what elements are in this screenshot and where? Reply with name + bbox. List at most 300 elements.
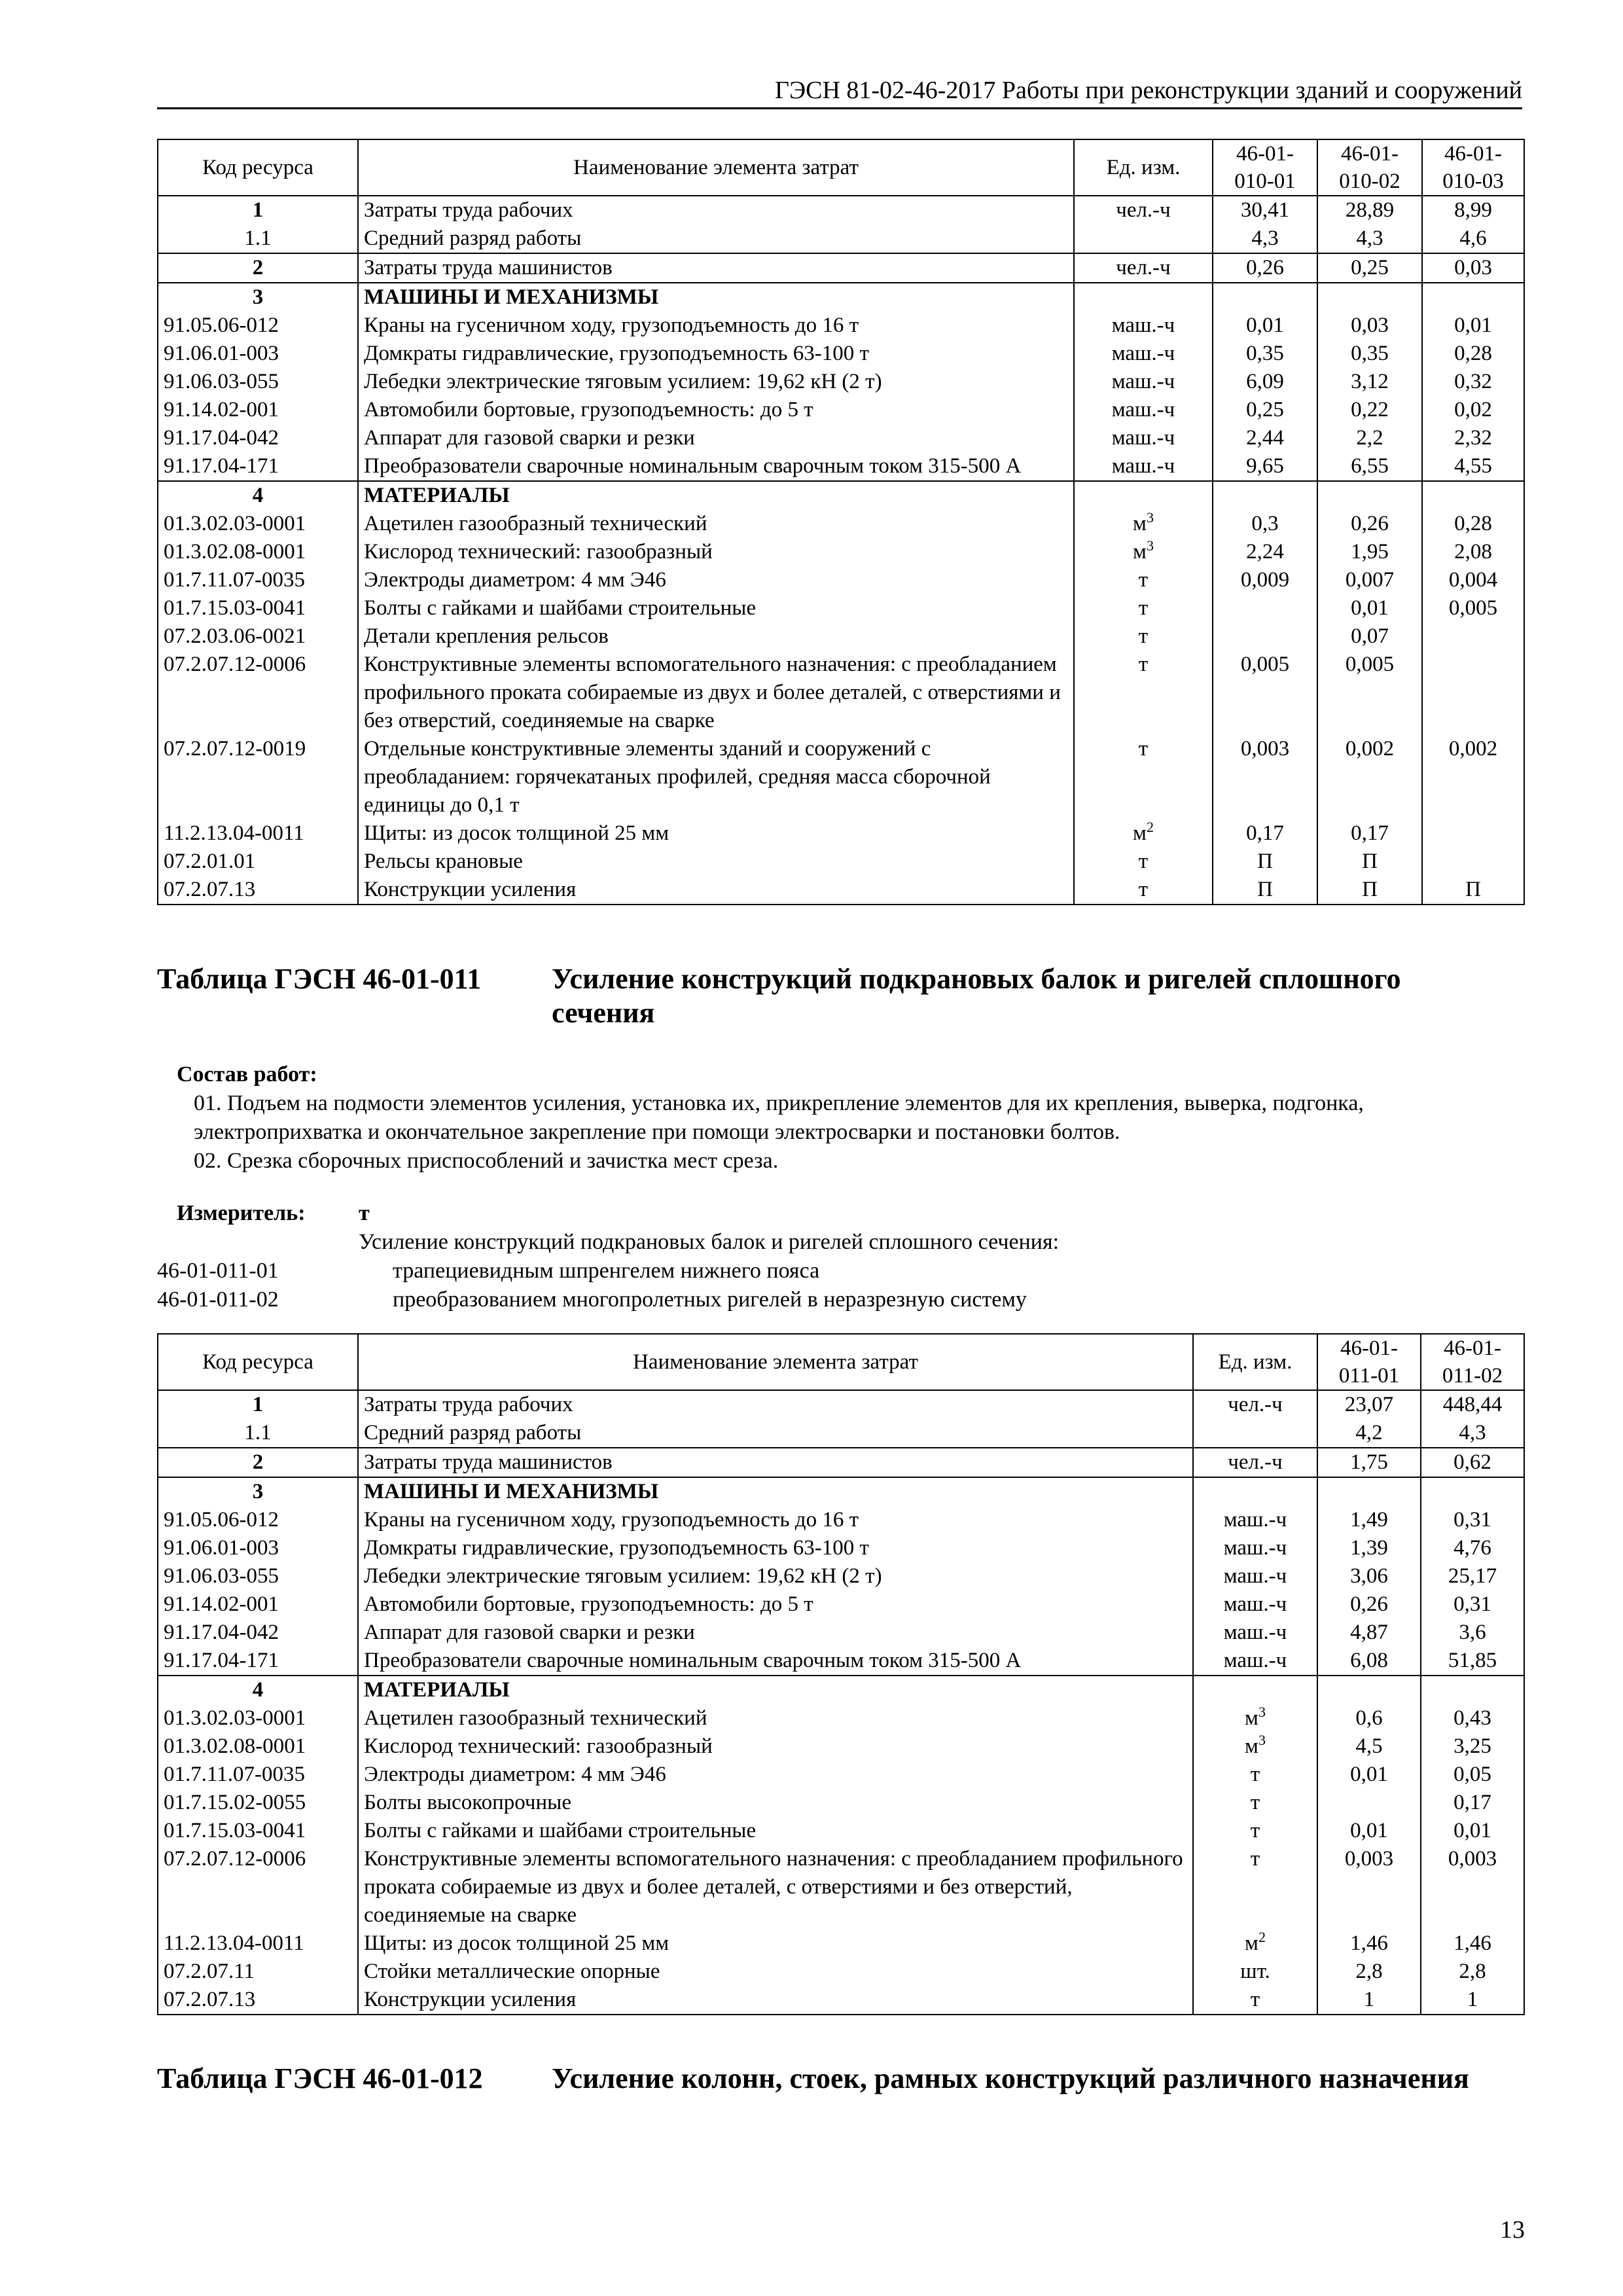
- norm-value: 3,25: [1421, 1732, 1524, 1761]
- table-row: [158, 340, 1524, 368]
- resource-unit: $м^3$: [1193, 1732, 1317, 1761]
- norm-value: 3,12: [1317, 368, 1422, 396]
- resource-name: Конструкции усиления: [358, 1986, 1193, 2015]
- col-norm-header: 46-01- 011-01: [1317, 1334, 1421, 1390]
- table-row: [158, 312, 1524, 340]
- norm-value: 0,01: [1317, 1817, 1421, 1845]
- resource-unit: т: [1074, 622, 1213, 651]
- norm-value: [1422, 651, 1524, 735]
- norm-value: 0,22: [1317, 396, 1422, 424]
- norm-value: 0,01: [1317, 1761, 1421, 1789]
- table-row: [158, 819, 1524, 848]
- norm-value: 4,6: [1422, 224, 1524, 253]
- norm-value: 0,31: [1421, 1506, 1524, 1534]
- composition-item: 02. Срезка сборочных приспособлений и зачистка мест среза.: [194, 1149, 779, 1173]
- col-norm-header: 46-01- 011-02: [1421, 1334, 1524, 1390]
- norm-value: 448,44: [1421, 1390, 1524, 1419]
- col-code-header: Код ресурса: [158, 139, 358, 196]
- table-row: [158, 396, 1524, 424]
- table-title-label: Таблица ГЭСН 46-01-012: [157, 2062, 483, 2094]
- meter-label: Измеритель:: [177, 1201, 306, 1225]
- resource-code: 07.2.07.12-0019: [158, 735, 358, 819]
- table-row: [158, 594, 1524, 622]
- norm-value: 0,28: [1422, 340, 1524, 368]
- norm-value: [1422, 481, 1524, 510]
- resource-unit: маш.-ч: [1193, 1619, 1317, 1647]
- norm-value: 2,8: [1317, 1958, 1421, 1986]
- resource-name: Отдельные конструктивные элементы зданий и сооружений с преобладанием: горячекатаных профилей, средняя масса сборочной единицы до 0,1 т: [358, 735, 1074, 819]
- resource-code: 91.17.04-042: [158, 1619, 358, 1647]
- table-row: [158, 452, 1524, 481]
- resource-code: 07.2.07.13: [158, 876, 358, 905]
- resource-code: 01.7.15.03-0041: [158, 594, 358, 622]
- table-row: [158, 1534, 1524, 1562]
- table-row: [158, 566, 1524, 594]
- norm-value: 4,55: [1422, 452, 1524, 481]
- resource-unit: т: [1074, 848, 1213, 876]
- norm-value: 0,002: [1422, 735, 1524, 819]
- norm-value: 6,09: [1213, 368, 1317, 396]
- resource-name: Ацетилен газообразный технический: [358, 510, 1074, 538]
- norm-value: 0,02: [1422, 396, 1524, 424]
- resource-unit: маш.-ч: [1074, 396, 1213, 424]
- resource-name: МАШИНЫ И МЕХАНИЗМЫ: [358, 1477, 1193, 1506]
- norm-value: П: [1213, 848, 1317, 876]
- resource-code: 01.3.02.08-0001: [158, 1732, 358, 1761]
- resource-code: 07.2.07.13: [158, 1986, 358, 2015]
- resource-name: Средний разряд работы: [358, 224, 1074, 253]
- resource-code: 2: [158, 253, 358, 283]
- resource-code: 91.17.04-171: [158, 1647, 358, 1676]
- running-header: ГЭСН 81-02-46-2017 Работы при реконструкции зданий и сооружений: [157, 73, 1522, 109]
- resource-unit: $м^3$: [1074, 538, 1213, 566]
- resource-name: Краны на гусеничном ходу, грузоподъемность до 16 т: [358, 1506, 1193, 1534]
- resource-name: Краны на гусеничном ходу, грузоподъемность до 16 т: [358, 312, 1074, 340]
- norm-value: [1317, 1477, 1421, 1506]
- table-row: [158, 848, 1524, 876]
- norm-value: 2,8: [1421, 1958, 1524, 1986]
- norm-value: 0,01: [1421, 1817, 1524, 1845]
- resource-unit: маш.-ч: [1074, 312, 1213, 340]
- resource-code: 01.7.15.02-0055: [158, 1789, 358, 1817]
- norm-value: 0,005: [1317, 651, 1422, 735]
- norm-value: 6,08: [1317, 1647, 1421, 1676]
- resource-unit: т: [1074, 594, 1213, 622]
- table-row: [158, 1958, 1524, 1986]
- resource-code: 1.1: [158, 224, 358, 253]
- norm-value: 0,31: [1421, 1590, 1524, 1619]
- norm-value: 0,005: [1213, 651, 1317, 735]
- table-row: [158, 1419, 1524, 1448]
- resource-code: 07.2.03.06-0021: [158, 622, 358, 651]
- resource-name: Детали крепления рельсов: [358, 622, 1074, 651]
- norm-value: 0,007: [1317, 566, 1422, 594]
- norm-value: [1422, 622, 1524, 651]
- norm-value: [1213, 622, 1317, 651]
- resource-code: 3: [158, 1477, 358, 1506]
- table-row: [158, 1761, 1524, 1789]
- norm-value: П: [1317, 848, 1422, 876]
- table-row: [158, 224, 1524, 253]
- meter-item-text: трапециевидным шпренгелем нижнего пояса: [393, 1259, 820, 1283]
- resource-code: 4: [158, 481, 358, 510]
- resource-code: 01.3.02.08-0001: [158, 538, 358, 566]
- norm-value: [1422, 819, 1524, 848]
- resource-name: Аппарат для газовой сварки и резки: [358, 1619, 1193, 1647]
- norm-value: [1213, 481, 1317, 510]
- norm-value: 0,003: [1213, 735, 1317, 819]
- resource-unit: [1193, 1419, 1317, 1448]
- work-composition: [177, 1060, 1525, 1175]
- norm-value: 0,26: [1317, 510, 1422, 538]
- table-title-012: [157, 2062, 1525, 2101]
- resource-code: 01.7.11.07-0035: [158, 566, 358, 594]
- table-title-label: Таблица ГЭСН 46-01-011: [157, 963, 482, 995]
- resource-code: 07.2.07.11: [158, 1958, 358, 1986]
- resource-unit: [1074, 481, 1213, 510]
- resource-code: 01.7.11.07-0035: [158, 1761, 358, 1789]
- resource-name: Конструктивные элементы вспомогательного назначения: с преобладанием профильного проката собираемые из двух и более деталей, с отверстиями и без отверстий, соединяемые на сварке: [358, 651, 1074, 735]
- resource-code: 07.2.07.12-0006: [158, 1845, 358, 1929]
- resource-code: 4: [158, 1676, 358, 1704]
- resource-unit: $м^3$: [1193, 1704, 1317, 1732]
- resource-name: Преобразователи сварочные номинальным сварочным током 315-500 А: [358, 1647, 1193, 1676]
- table-row: [158, 510, 1524, 538]
- resource-name: Автомобили бортовые, грузоподъемность: до 5 т: [358, 396, 1074, 424]
- table-title-text: Усиление колонн, стоек, рамных конструкций различного назначения: [552, 2062, 1469, 2094]
- resource-name: Щиты: из досок толщиной 25 мм: [358, 1929, 1193, 1958]
- resource-unit: $м^2$: [1193, 1929, 1317, 1958]
- table-section-row: [158, 253, 1524, 283]
- col-norm-header: 46-01- 010-02: [1317, 139, 1422, 196]
- resource-name: Затраты труда машинистов: [358, 1448, 1193, 1477]
- resource-unit: т: [1074, 651, 1213, 735]
- norm-value: 1,49: [1317, 1506, 1421, 1534]
- norm-value: П: [1213, 876, 1317, 905]
- resource-name: Конструкции усиления: [358, 876, 1074, 905]
- norm-value: 9,65: [1213, 452, 1317, 481]
- resource-unit: т: [1193, 1817, 1317, 1845]
- norm-value: 23,07: [1317, 1390, 1421, 1419]
- col-code-header: Код ресурса: [158, 1334, 358, 1390]
- norm-value: [1317, 1676, 1421, 1704]
- resource-name: Автомобили бортовые, грузоподъемность: до 5 т: [358, 1590, 1193, 1619]
- resource-name: Лебедки электрические тяговым усилием: 19,62 кН (2 т): [358, 368, 1074, 396]
- table-row: [158, 1929, 1524, 1958]
- resource-code: 3: [158, 283, 358, 312]
- table-section-row: [158, 1390, 1524, 1419]
- norm-value: 4,3: [1317, 224, 1422, 253]
- page-number: 13: [1500, 2216, 1525, 2244]
- norm-value: 0,17: [1421, 1789, 1524, 1817]
- resource-name: МАТЕРИАЛЫ: [358, 1676, 1193, 1704]
- norm-value: 0,07: [1317, 622, 1422, 651]
- table-row: [158, 1789, 1524, 1817]
- norm-value: 4,5: [1317, 1732, 1421, 1761]
- norm-value: [1421, 1477, 1524, 1506]
- col-name-header: Наименование элемента затрат: [358, 139, 1074, 196]
- resource-code: 01.7.15.03-0041: [158, 1817, 358, 1845]
- norm-value: [1317, 481, 1422, 510]
- norm-value: 1: [1421, 1986, 1524, 2015]
- resource-unit: $м^2$: [1074, 819, 1213, 848]
- resource-name: Болты с гайками и шайбами строительные: [358, 1817, 1193, 1845]
- norm-value: 2,24: [1213, 538, 1317, 566]
- table-section-row: [158, 196, 1524, 224]
- resource-code: 2: [158, 1448, 358, 1477]
- resource-unit: чел.-ч: [1074, 196, 1213, 224]
- resource-code: 07.2.07.12-0006: [158, 651, 358, 735]
- col-unit-header: Ед. изм.: [1074, 139, 1213, 196]
- norm-value: 1,75: [1317, 1448, 1421, 1477]
- resource-code: 11.2.13.04-0011: [158, 1929, 358, 1958]
- norm-value: [1213, 283, 1317, 312]
- resource-code: 01.3.02.03-0001: [158, 510, 358, 538]
- meter-block: [157, 1199, 1525, 1312]
- norm-value: [1421, 1676, 1524, 1704]
- table-row: [158, 368, 1524, 396]
- norm-value: 0,35: [1317, 340, 1422, 368]
- norm-value: 4,2: [1317, 1419, 1421, 1448]
- meter-item-code: 46-01-011-01: [157, 1259, 279, 1283]
- norm-value: 3,06: [1317, 1562, 1421, 1590]
- resource-unit: маш.-ч: [1193, 1590, 1317, 1619]
- resource-unit: [1193, 1477, 1317, 1506]
- col-norm-header: 46-01- 010-03: [1422, 139, 1524, 196]
- resource-name: Болты с гайками и шайбами строительные: [358, 594, 1074, 622]
- norm-value: П: [1317, 876, 1422, 905]
- norm-value: 0,35: [1213, 340, 1317, 368]
- resource-code: 11.2.13.04-0011: [158, 819, 358, 848]
- resource-unit: маш.-ч: [1074, 368, 1213, 396]
- norm-value: 0,01: [1317, 594, 1422, 622]
- resource-name: Электроды диаметром: 4 мм Э46: [358, 1761, 1193, 1789]
- norm-value: [1422, 848, 1524, 876]
- table-row: [158, 735, 1524, 819]
- norm-value: 0,26: [1317, 1590, 1421, 1619]
- norm-value: 4,3: [1213, 224, 1317, 253]
- resource-unit: [1193, 1676, 1317, 1704]
- resource-code: 91.14.02-001: [158, 1590, 358, 1619]
- meter-desc: Усиление конструкций подкрановых балок и ригелей сплошного сечения:: [359, 1230, 1060, 1254]
- resource-code: 91.17.04-171: [158, 452, 358, 481]
- resource-name: Средний разряд работы: [358, 1419, 1193, 1448]
- resource-name: Стойки металлические опорные: [358, 1958, 1193, 1986]
- resource-name: Электроды диаметром: 4 мм Э46: [358, 566, 1074, 594]
- resource-unit: маш.-ч: [1193, 1534, 1317, 1562]
- composition-heading: Состав работ:: [177, 1062, 317, 1086]
- norm-value: 51,85: [1421, 1647, 1524, 1676]
- resource-code: 91.06.03-055: [158, 1562, 358, 1590]
- norm-value: 0,25: [1213, 396, 1317, 424]
- norm-value: 0,43: [1421, 1704, 1524, 1732]
- col-unit-header: Ед. изм.: [1193, 1334, 1317, 1390]
- norm-value: 0,32: [1422, 368, 1524, 396]
- resource-unit: $м^3$: [1074, 510, 1213, 538]
- table-row: [158, 1647, 1524, 1676]
- resource-name: Лебедки электрические тяговым усилием: 19,62 кН (2 т): [358, 1562, 1193, 1590]
- resource-unit: т: [1193, 1761, 1317, 1789]
- table-row: [158, 1986, 1524, 2015]
- norm-value: 8,99: [1422, 196, 1524, 224]
- table-row: [158, 1562, 1524, 1590]
- norm-value: 1,46: [1421, 1929, 1524, 1958]
- resource-unit: чел.-ч: [1193, 1390, 1317, 1419]
- resource-code: 91.06.01-003: [158, 340, 358, 368]
- table-row: [158, 1845, 1524, 1929]
- norm-value: [1317, 283, 1422, 312]
- resource-unit: [1074, 224, 1213, 253]
- resource-code: 1: [158, 196, 358, 224]
- norm-value: 2,08: [1422, 538, 1524, 566]
- table-section-row: [158, 1477, 1524, 1506]
- resource-name: МАТЕРИАЛЫ: [358, 481, 1074, 510]
- resource-unit: т: [1193, 1845, 1317, 1929]
- resource-unit: маш.-ч: [1193, 1562, 1317, 1590]
- resource-code: 91.06.01-003: [158, 1534, 358, 1562]
- resource-unit: маш.-ч: [1193, 1647, 1317, 1676]
- resource-unit: [1074, 283, 1213, 312]
- col-name-header: Наименование элемента затрат: [358, 1334, 1193, 1390]
- resource-name: Кислород технический: газообразный: [358, 1732, 1193, 1761]
- resource-table-011: [157, 1333, 1525, 2015]
- resource-code: 01.3.02.03-0001: [158, 1704, 358, 1732]
- norm-value: 0,01: [1213, 312, 1317, 340]
- table-row: [158, 424, 1524, 452]
- resource-code: 91.05.06-012: [158, 1506, 358, 1534]
- meter-unit: т: [359, 1201, 370, 1225]
- norm-value: 0,01: [1422, 312, 1524, 340]
- norm-value: 0,002: [1317, 735, 1422, 819]
- resource-name: Домкраты гидравлические, грузоподъемность 63-100 т: [358, 340, 1074, 368]
- table-row: [158, 651, 1524, 735]
- table-section-row: [158, 1676, 1524, 1704]
- resource-unit: чел.-ч: [1074, 253, 1213, 283]
- resource-name: Затраты труда рабочих: [358, 196, 1074, 224]
- table-row: [158, 1506, 1524, 1534]
- resource-code: 07.2.01.01: [158, 848, 358, 876]
- table-section-row: [158, 1448, 1524, 1477]
- resource-code: 91.14.02-001: [158, 396, 358, 424]
- table-title-011: [157, 962, 1525, 1034]
- resource-name: Домкраты гидравлические, грузоподъемность 63-100 т: [358, 1534, 1193, 1562]
- resource-name: МАШИНЫ И МЕХАНИЗМЫ: [358, 283, 1074, 312]
- norm-value: 6,55: [1317, 452, 1422, 481]
- norm-value: 25,17: [1421, 1562, 1524, 1590]
- resource-table-010: [157, 139, 1525, 905]
- table-row: [158, 1817, 1524, 1845]
- resource-name: Кислород технический: газообразный: [358, 538, 1074, 566]
- resource-unit: чел.-ч: [1193, 1448, 1317, 1477]
- table-row: [158, 1704, 1524, 1732]
- norm-value: 1: [1317, 1986, 1421, 2015]
- norm-value: 0,17: [1213, 819, 1317, 848]
- resource-name: Конструктивные элементы вспомогательного назначения: с преобладанием профильного проката собираемые из двух и более деталей, с отверстиями и без отверстий, соединяемые на сварке: [358, 1845, 1193, 1929]
- resource-name: Аппарат для газовой сварки и резки: [358, 424, 1074, 452]
- resource-unit: шт.: [1193, 1958, 1317, 1986]
- resource-name: Затраты труда машинистов: [358, 253, 1074, 283]
- resource-unit: маш.-ч: [1074, 340, 1213, 368]
- resource-unit: т: [1074, 566, 1213, 594]
- norm-value: 0,6: [1317, 1704, 1421, 1732]
- table-row: [158, 538, 1524, 566]
- resource-name: Болты высокопрочные: [358, 1789, 1193, 1817]
- norm-value: 0,03: [1317, 312, 1422, 340]
- norm-value: 4,3: [1421, 1419, 1524, 1448]
- resource-unit: маш.-ч: [1074, 452, 1213, 481]
- norm-value: 3,6: [1421, 1619, 1524, 1647]
- norm-value: 1,39: [1317, 1534, 1421, 1562]
- table-row: [158, 1732, 1524, 1761]
- col-norm-header: 46-01- 010-01: [1213, 139, 1317, 196]
- norm-value: 1,46: [1317, 1929, 1421, 1958]
- resource-unit: маш.-ч: [1074, 424, 1213, 452]
- norm-value: [1422, 283, 1524, 312]
- resource-name: Рельсы крановые: [358, 848, 1074, 876]
- norm-value: 0,62: [1421, 1448, 1524, 1477]
- meter-item-text: преобразованием многопролетных ригелей в неразрезную систему: [393, 1287, 1027, 1312]
- table-row: [158, 876, 1524, 905]
- norm-value: [1317, 1789, 1421, 1817]
- norm-value: 1,95: [1317, 538, 1422, 566]
- norm-value: 0,003: [1421, 1845, 1524, 1929]
- table-row: [158, 1590, 1524, 1619]
- norm-value: 0,009: [1213, 566, 1317, 594]
- resource-code: 1: [158, 1390, 358, 1419]
- norm-value: 0,3: [1213, 510, 1317, 538]
- norm-value: 2,2: [1317, 424, 1422, 452]
- norm-value: 0,26: [1213, 253, 1317, 283]
- meter-item-code: 46-01-011-02: [157, 1287, 279, 1312]
- resource-name: Ацетилен газообразный технический: [358, 1704, 1193, 1732]
- norm-value: 4,87: [1317, 1619, 1421, 1647]
- resource-unit: т: [1193, 1789, 1317, 1817]
- norm-value: [1213, 594, 1317, 622]
- table-section-row: [158, 283, 1524, 312]
- norm-value: 0,05: [1421, 1761, 1524, 1789]
- resource-code: 1.1: [158, 1419, 358, 1448]
- resource-code: 91.17.04-042: [158, 424, 358, 452]
- resource-unit: т: [1074, 735, 1213, 819]
- resource-code: 91.06.03-055: [158, 368, 358, 396]
- norm-value: 0,004: [1422, 566, 1524, 594]
- norm-value: 2,32: [1422, 424, 1524, 452]
- table-row: [158, 622, 1524, 651]
- table-section-row: [158, 481, 1524, 510]
- table-title-text: Усиление конструкций подкрановых балок и ригелей сплошного сечения: [552, 963, 1401, 1029]
- norm-value: 4,76: [1421, 1534, 1524, 1562]
- table-row: [158, 1619, 1524, 1647]
- norm-value: 0,28: [1422, 510, 1524, 538]
- resource-unit: маш.-ч: [1193, 1506, 1317, 1534]
- resource-code: 91.05.06-012: [158, 312, 358, 340]
- norm-value: 0,25: [1317, 253, 1422, 283]
- norm-value: 30,41: [1213, 196, 1317, 224]
- norm-value: 0,003: [1317, 1845, 1421, 1929]
- resource-unit: т: [1193, 1986, 1317, 2015]
- norm-value: 2,44: [1213, 424, 1317, 452]
- norm-value: 28,89: [1317, 196, 1422, 224]
- norm-value: 0,17: [1317, 819, 1422, 848]
- resource-name: Затраты труда рабочих: [358, 1390, 1193, 1419]
- composition-item: 01. Подъем на подмости элементов усиления, установка их, прикрепление элементов для их крепления, выверка, подгонка, электроприхватка и окончательное закрепление при помощи электросварки и постановки болтов.: [194, 1091, 1364, 1144]
- norm-value: 0,005: [1422, 594, 1524, 622]
- resource-unit: т: [1074, 876, 1213, 905]
- norm-value: П: [1422, 876, 1524, 905]
- resource-name: Щиты: из досок толщиной 25 мм: [358, 819, 1074, 848]
- resource-name: Преобразователи сварочные номинальным сварочным током 315-500 А: [358, 452, 1074, 481]
- norm-value: 0,03: [1422, 253, 1524, 283]
